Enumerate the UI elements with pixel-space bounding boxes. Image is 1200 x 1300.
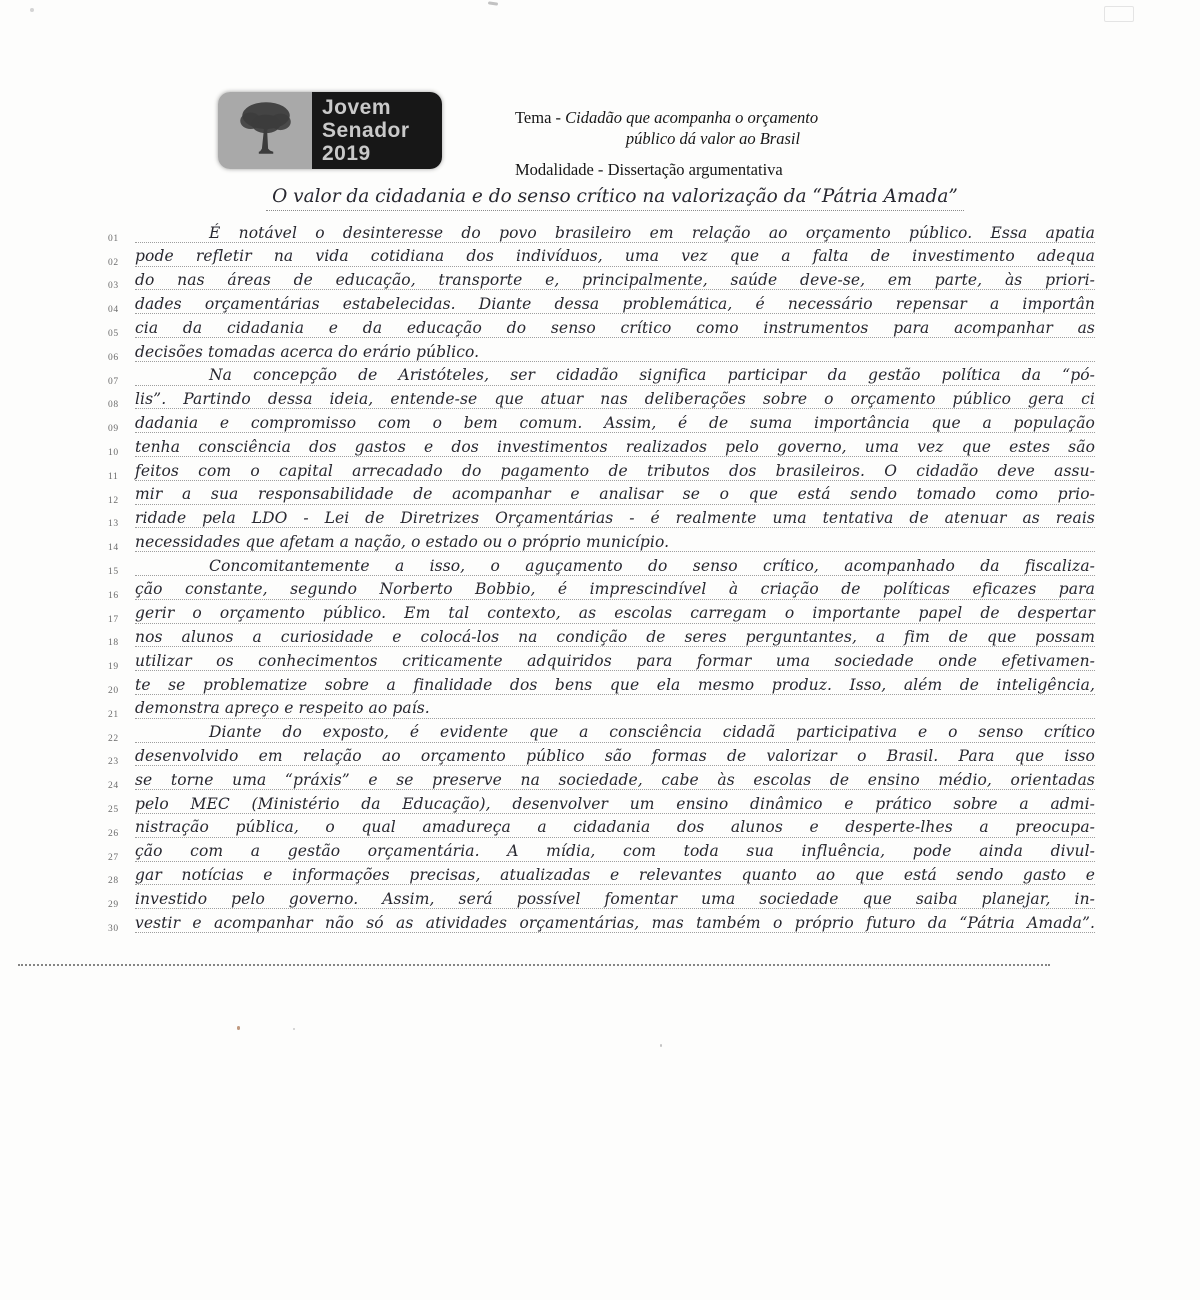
essay-line [108,862,1095,886]
line-number: 15 [108,566,119,577]
essay-line [108,267,1095,291]
line-text: lis”. Partindo dessa ideia, entende-se que atuar nas deliberações sobre o orçamento público gera ci [135,390,1095,409]
line-text: pelo MEC (Ministério da Educação), desenvolver um ensino dinâmico e prático sobre a admi- [135,794,1095,813]
essay-line [108,576,1095,600]
bottom-dotted-separator [18,964,1050,966]
line-text: desenvolvido em relação ao orçamento público são formas de valorizar o Brasil. Para que isso [135,747,1095,766]
scan-speck [237,1026,240,1030]
essay-lines [108,219,1095,933]
essay-line [108,219,1095,243]
essay-line [108,838,1095,862]
essay-line [108,338,1095,362]
essay-line [108,743,1095,767]
line-number: 28 [108,876,119,887]
logo-word-3: 2019 [322,142,371,166]
theme-value-line1: Cidadão que acompanha o orçamento [565,108,819,127]
line-number: 03 [108,281,119,292]
line-number: 18 [108,638,119,649]
line-text: do nas áreas de educação, transporte e, principalmente, saúde deve-se, em parte, às priori- [135,271,1095,290]
scan-speck [293,1028,295,1030]
theme-label: Tema - [515,108,562,127]
logo-tree-panel [218,92,312,169]
line-number: 22 [108,733,119,744]
line-text: tenha consciência dos gastos e dos investimentos realizados pelo governo, uma vez que estes são [135,437,1095,456]
essay-line [108,671,1095,695]
line-number: 23 [108,757,119,768]
essay-line [108,409,1095,433]
essay-line [108,695,1095,719]
line-text: demonstra apreço e respeito ao país. [135,700,1095,718]
essay-line [108,719,1095,743]
line-text: dadania e compromisso com o bem comum. Assim, é de suma importância que a população [135,413,1095,432]
essay-line [108,528,1095,552]
line-number: 04 [108,305,119,316]
line-number: 25 [108,804,119,815]
line-number: 20 [108,685,119,696]
essay-line [108,314,1095,338]
line-text: nos alunos a curiosidade e colocá-los na condição de seres perguntantes, a fim de que possam [135,628,1095,647]
essay-line [108,909,1095,933]
tree-icon [232,95,298,166]
essay-line [108,600,1095,624]
essay-title [135,186,1095,211]
line-number: 14 [108,543,119,554]
essay-line [108,885,1095,909]
essay-line [108,433,1095,457]
line-text: É notável o desinteresse do povo brasileiro em relação ao orçamento público. Essa apatia [135,225,1095,243]
essay-line [108,243,1095,267]
line-text: ridade pela LDO - Lei de Diretrizes Orçamentárias - é realmente uma tentativa de atenuar as reais [135,509,1095,528]
theme-line [515,108,895,129]
line-text: cia da cidadania e da educação do senso crítico como instrumentos para acompanhar as [135,318,1095,337]
line-text: decisões tomadas acerca do erário público. [135,344,1095,362]
scan-speck [488,1,498,5]
scan-speck [30,8,34,12]
line-number: 29 [108,900,119,911]
modality-label: Modalidade - [515,160,604,180]
line-text: Diante do exposto, é evidente que a consciência cidadã participativa e o senso crítico [135,724,1095,742]
line-number: 10 [108,447,119,458]
scan-speck [660,1044,662,1047]
essay-line [108,505,1095,529]
line-text: utilizar os conhecimentos criticamente adquiridos para formar uma sociedade onde efetivamen- [135,651,1095,670]
line-number: 07 [108,376,119,387]
modality-value: Dissertação argumentativa [607,160,783,180]
essay-line [108,457,1095,481]
line-number: 12 [108,495,119,506]
form-header [515,108,895,181]
line-text: se torne uma “práxis” e se preserve na sociedade, cabe às escolas de ensino médio, orientadas [135,770,1095,789]
line-number: 11 [108,471,119,482]
essay-title-text: O valor da cidadania e do senso crítico na valorização da “Pátria Amada” [266,186,964,211]
line-text: pode refletir na vida cotidiana dos indivíduos, uma vez que a falta de investimento adequa [135,247,1095,266]
line-number: 08 [108,400,119,411]
line-number: 24 [108,781,119,792]
scan-speck [1104,6,1134,22]
line-number: 21 [108,709,119,720]
line-text: Na concepção de Aristóteles, ser cidadão significa participar da gestão política da “pó- [135,367,1095,385]
line-text: feitos com o capital arrecadado do pagamento de tributos dos brasileiros. O cidadão deve assu- [135,461,1095,480]
theme-value-line2-wrap [563,129,863,150]
line-number: 30 [108,923,119,934]
line-text: ção com a gestão orçamentária. A mídia, com toda sua influência, pode ainda divul- [135,842,1095,861]
essay-line [108,814,1095,838]
line-number: 17 [108,614,119,625]
line-number: 06 [108,352,119,363]
essay-line [108,290,1095,314]
line-text: nistração pública, o qual amadureça a cidadania dos alunos e desperte-lhes a preocupa- [135,818,1095,837]
essay-line [108,481,1095,505]
essay-line [108,766,1095,790]
theme-value-line2: público dá valor ao Brasil [625,128,801,148]
line-text: dades orçamentárias estabelecidas. Diante dessa problemática, é necessário repensar a importân [135,294,1095,313]
essay-line [108,647,1095,671]
line-text: vestir e acompanhar não só as atividades orçamentárias, mas também o próprio futuro da “Pátria Amada”. [135,913,1095,932]
line-text: investido pelo governo. Assim, será possível fomentar uma sociedade que saiba planejar, in- [135,889,1095,908]
logo-word-1: Jovem [322,95,392,119]
essay-line [108,624,1095,648]
line-number: 01 [108,233,119,244]
logo-word-2: Senador [322,118,410,142]
essay-line [108,552,1095,576]
modality-line [515,160,895,181]
line-text: gar notícias e informações precisas, atualizadas e relevantes quanto ao que está sendo gasto e [135,866,1095,885]
line-number: 26 [108,828,119,839]
line-number: 27 [108,852,119,863]
jovem-senador-logo [218,92,442,169]
line-text: te se problematize sobre a finalidade dos bens que ela mesmo produz. Isso, além de inteligência, [135,675,1095,694]
line-text: gerir o orçamento público. Em tal contexto, as escolas carregam o importante papel de despertar [135,604,1095,623]
logo-wordmark [312,92,442,169]
line-number: 09 [108,424,119,435]
line-text: mir a sua responsabilidade de acompanhar e analisar se o que está sendo tomado como prio- [135,485,1095,504]
line-text: Concomitantemente a isso, o aguçamento do senso crítico, acompanhado da fiscaliza- [135,558,1095,576]
line-text: necessidades que afetam a nação, o estado ou o próprio município. [135,534,1095,552]
line-number: 02 [108,257,119,268]
line-number: 05 [108,328,119,339]
line-number: 16 [108,590,119,601]
line-number: 13 [108,519,119,530]
essay-line [108,386,1095,410]
essay-line [108,790,1095,814]
essay-line [108,362,1095,386]
line-number: 19 [108,662,119,673]
line-text: ção constante, segundo Norberto Bobbio, é imprescindível à criação de políticas eficazes para [135,580,1095,599]
